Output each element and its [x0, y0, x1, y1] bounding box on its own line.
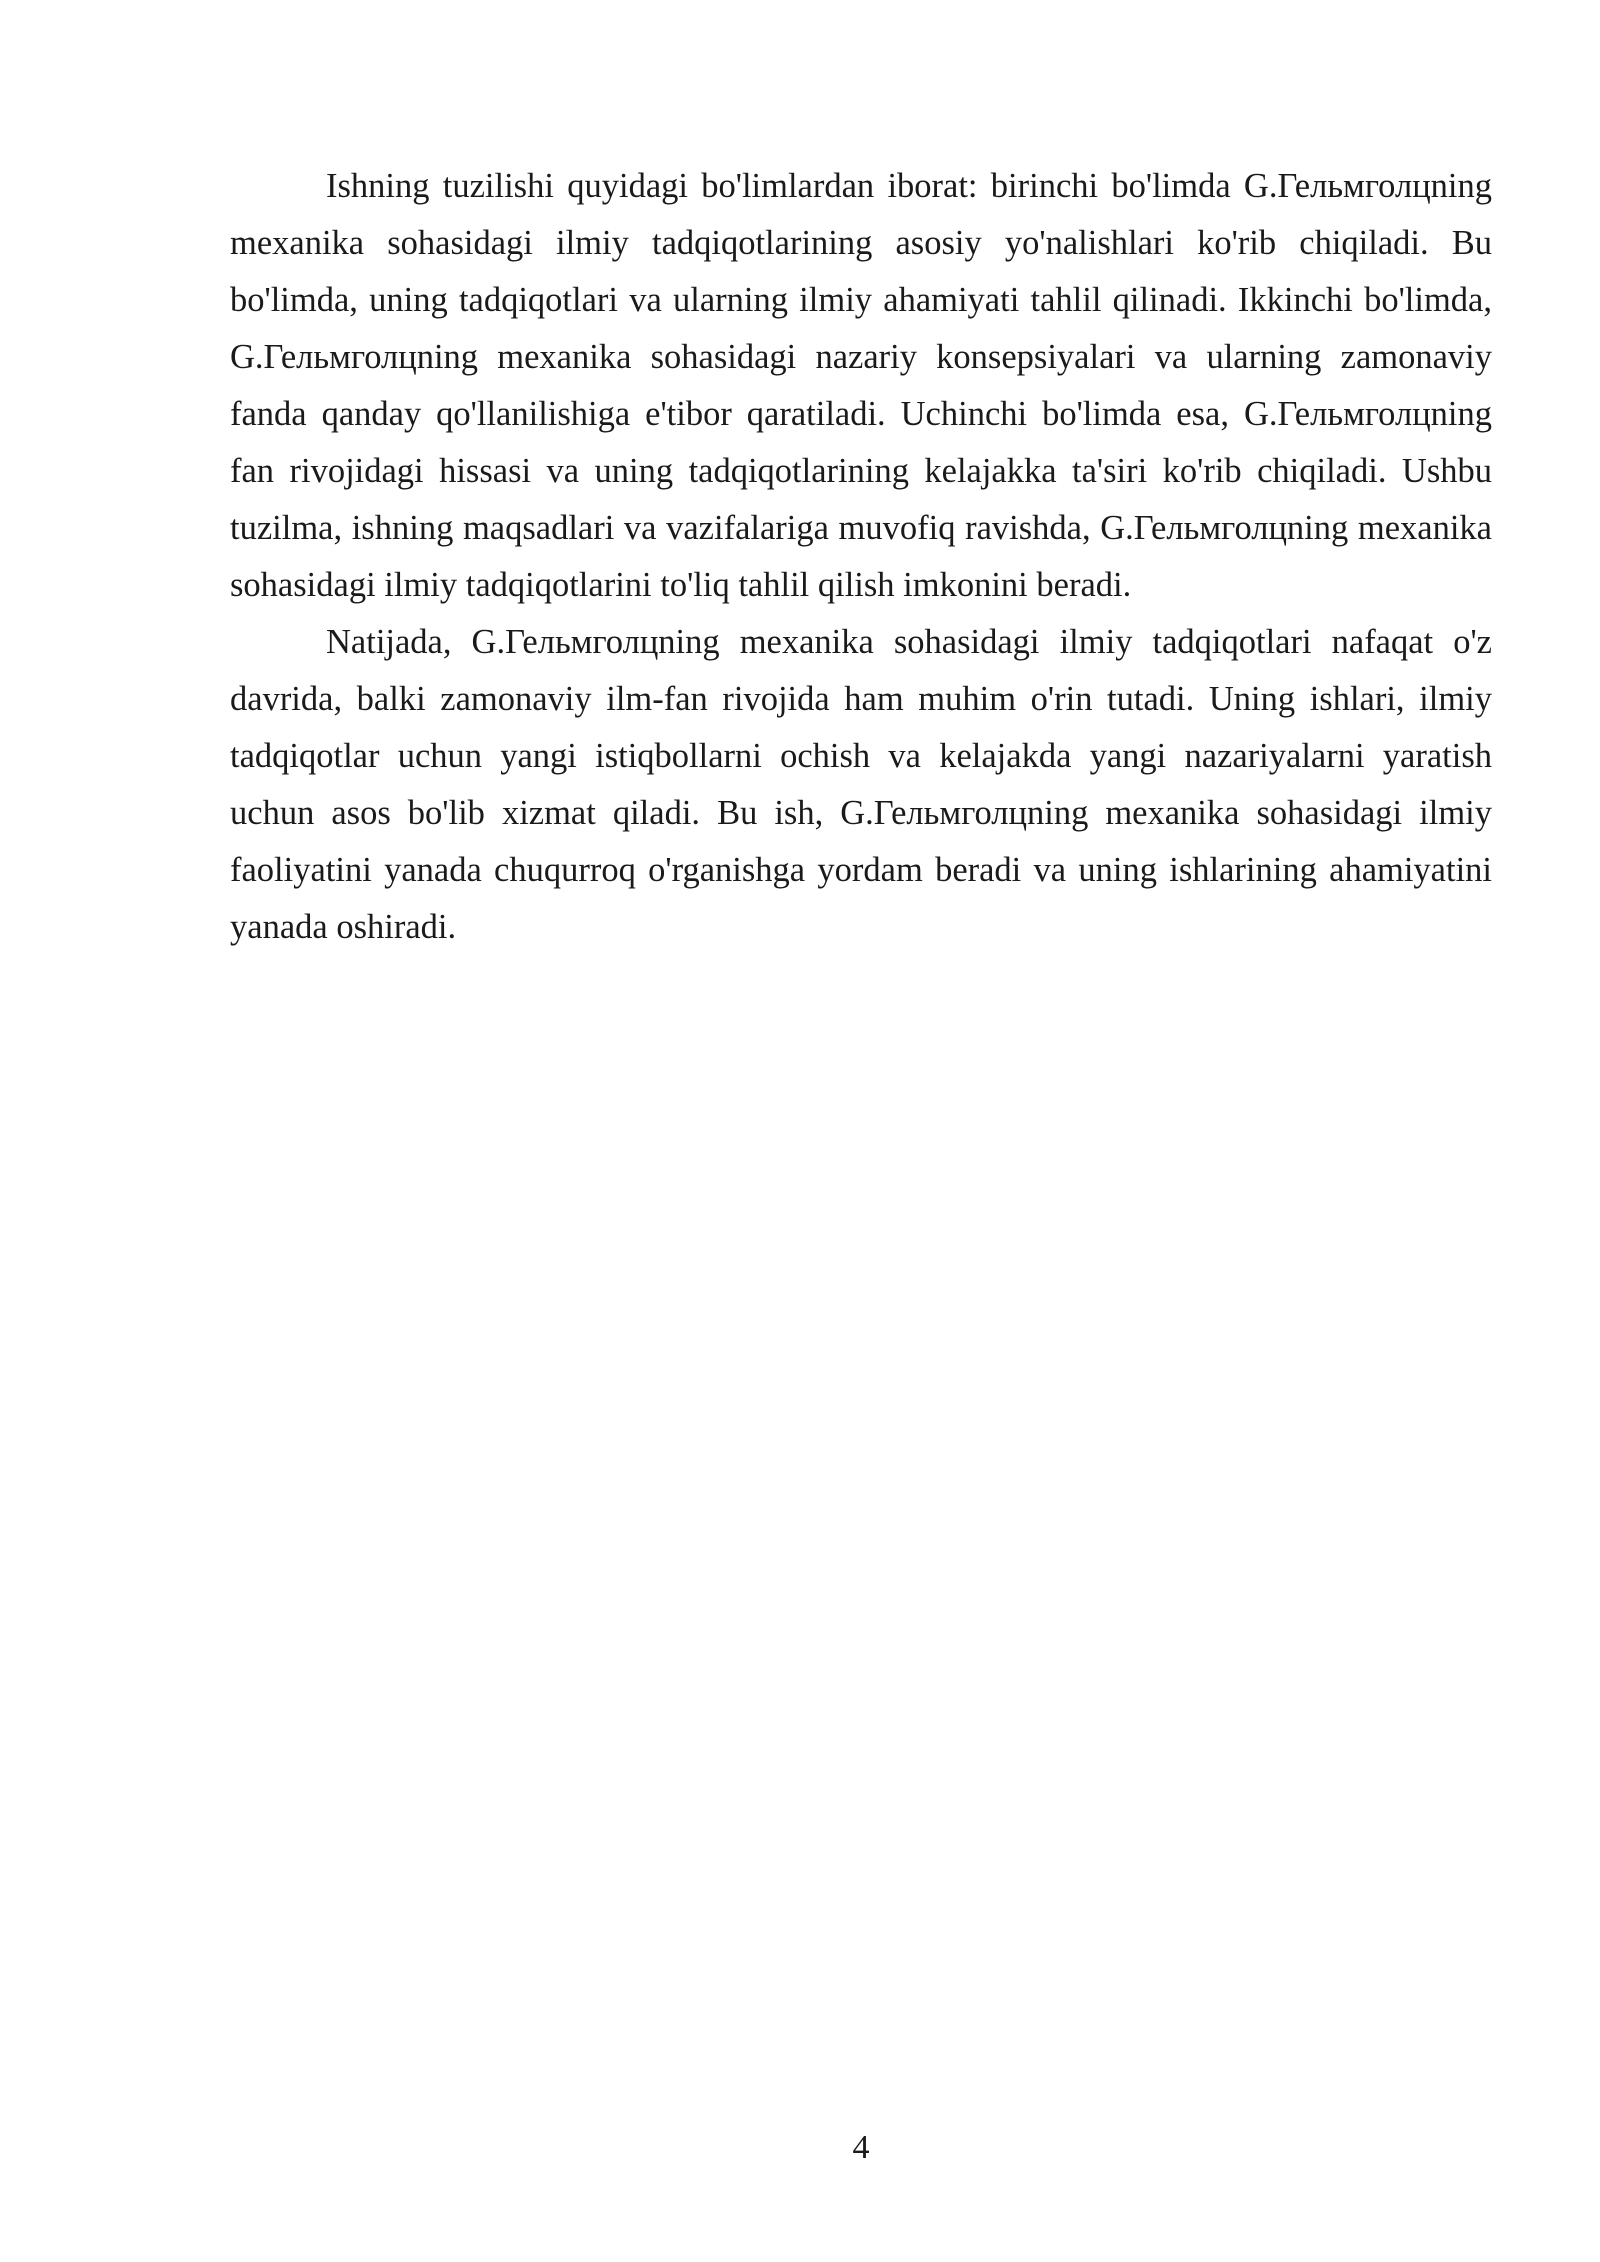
body-text: [230, 158, 1492, 956]
page-number: 4: [852, 2129, 870, 2166]
paragraph-structure: Ishning tuzilishi quyidagi bo'limlardan iborat: birinchi bo'limda G.Гельмголцning mexanika sohasidagi ilmiy tadqiqotlarining asosiy yo'nalishlari ko'rib chiqiladi. Bu bo'limda, uning tadqiqotlari va ularning ilmiy ahamiyati tahlil qilinadi. Ikkinchi bo'limda, G.Гельмголцning mexanika sohasidagi nazariy konsepsiyalari va ularning zamonaviy fanda qanday qo'llanilishiga e'tibor qaratiladi. Uchinchi bo'limda esa, G.Гельмголцning fan rivojidagi hissasi va uning tadqiqotlarining kelajakka ta'siri ko'rib chiqiladi. Ushbu tuzilma, ishning maqsadlari va vazifalariga muvofiq ravishda, G.Гельмголцning mexanika sohasidagi ilmiy tadqiqotlarini to'liq tahlil qilish imkonini beradi.: [230, 167, 1492, 604]
paragraph-conclusion: Natijada, G.Гельмголцning mexanika sohasidagi ilmiy tadqiqotlari nafaqat o'z davrida, balki zamonaviy ilm-fan rivojida ham muhim o'rin tutadi. Uning ishlari, ilmiy tadqiqotlar uchun yangi istiqbollarni ochish va kelajakda yangi nazariyalarni yaratish uchun asos bo'lib xizmat qiladi. Bu ish, G.Гельмголцning mexanika sohasidagi ilmiy faoliyatini yanada chuqurroq o'rganishga yordam beradi va uning ishlarining ahamiyatini yanada oshiradi.: [230, 623, 1492, 946]
